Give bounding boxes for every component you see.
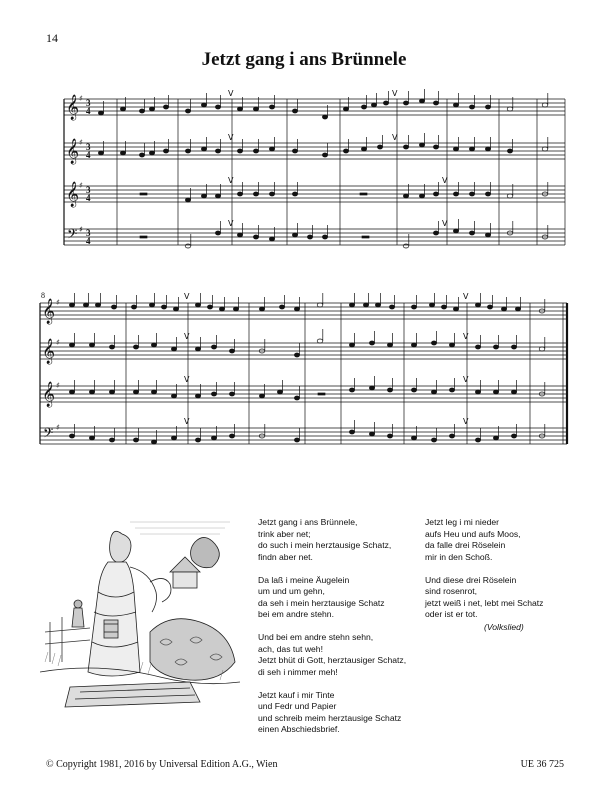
treble-clef-icon: 𝄞 xyxy=(42,382,56,407)
treble-clef-icon: 𝄞 xyxy=(42,299,56,324)
svg-text:4: 4 xyxy=(86,193,91,203)
svg-text:♯: ♯ xyxy=(79,94,83,103)
treble-clef-icon: 𝄞 xyxy=(66,139,80,164)
barlines-system-2 xyxy=(126,303,567,444)
staff-2-2 xyxy=(40,343,567,359)
woman-at-well-illustration-icon xyxy=(40,512,240,722)
svg-text:V: V xyxy=(463,332,469,341)
svg-text:3: 3 xyxy=(86,142,91,152)
stanza-1: Jetzt gang i ans Brünnele, trink aber net; do such i mein herztausige Schatz, findn aber net. xyxy=(258,517,392,562)
staff-2-4 xyxy=(40,428,567,444)
stanza-6: Und diese drei Röselein sind rosenrot, jetzt weiß i net, lebt mei Schatz oder ist er tot. xyxy=(425,574,544,619)
svg-text:3: 3 xyxy=(86,228,91,238)
svg-text:V: V xyxy=(228,176,234,185)
attribution: (Volkslied) xyxy=(484,622,524,632)
svg-text:♯: ♯ xyxy=(56,423,60,432)
svg-text:V: V xyxy=(463,375,469,384)
svg-text:4: 4 xyxy=(86,106,91,116)
svg-text:V: V xyxy=(184,332,190,341)
bass-clef-icon: 𝄢 xyxy=(67,226,78,245)
staff-2-3 xyxy=(40,386,567,402)
svg-text:3: 3 xyxy=(86,185,91,195)
svg-text:V: V xyxy=(463,292,469,301)
svg-text:V: V xyxy=(442,219,448,228)
svg-text:♯: ♯ xyxy=(56,381,60,390)
stanza-2: Da laß i meine Äugelein um und um gehn, da seh i mein herztausige Schatz bei em andre stehn. xyxy=(258,574,385,619)
bass-clef-icon: 𝄢 xyxy=(43,425,54,444)
measure-number-8: 8 xyxy=(41,291,45,300)
svg-text:♯: ♯ xyxy=(56,298,60,307)
page-title: Jetzt gang i ans Brünnele xyxy=(201,49,407,70)
svg-text:♯: ♯ xyxy=(56,338,60,347)
svg-text:V: V xyxy=(184,292,190,301)
footer-copyright: © Copyright 1981, 2016 by Universal Edition A.G., Wien xyxy=(46,759,278,770)
stanza-4: Jetzt kauf i mir Tinte und Fedr und Papier und schreib meim herztausige Schatz einen Abschiedsbrief. xyxy=(258,689,402,734)
svg-text:4: 4 xyxy=(86,150,91,160)
notes-staff-2-3 xyxy=(69,376,544,400)
footer-catalog-code: UE 36 725 xyxy=(520,759,564,770)
lyrics-column-2 xyxy=(425,517,543,632)
svg-text:V: V xyxy=(228,219,234,228)
svg-text:4: 4 xyxy=(86,236,91,246)
svg-text:V: V xyxy=(392,133,398,142)
svg-text:V: V xyxy=(184,375,190,384)
stanza-5: Jetzt leg i mi nieder aufs Heu und aufs Moos, da falle drei Röselein mir in den Schoß. xyxy=(425,517,521,562)
svg-text:V: V xyxy=(392,89,398,98)
treble-clef-icon: 𝄞 xyxy=(42,339,56,364)
svg-text:♯: ♯ xyxy=(79,138,83,147)
svg-text:♯: ♯ xyxy=(79,225,83,234)
svg-text:V: V xyxy=(228,133,234,142)
svg-text:V: V xyxy=(184,417,190,426)
treble-clef-icon: 𝄞 xyxy=(66,95,80,120)
svg-text:♯: ♯ xyxy=(79,181,83,190)
stanza-3: Und bei em andre stehn sehn, ach, das tut weh! Jetzt bhüt di Gott, herztausiger Schatz, di seh i nimmer meh! xyxy=(258,632,407,677)
svg-text:V: V xyxy=(228,89,234,98)
treble-clef-icon: 𝄞 xyxy=(66,182,80,207)
svg-text:V: V xyxy=(463,417,469,426)
svg-text:V: V xyxy=(442,176,448,185)
svg-text:3: 3 xyxy=(86,98,91,108)
page-number: 14 xyxy=(46,31,58,45)
lyrics-column-1 xyxy=(258,517,406,747)
